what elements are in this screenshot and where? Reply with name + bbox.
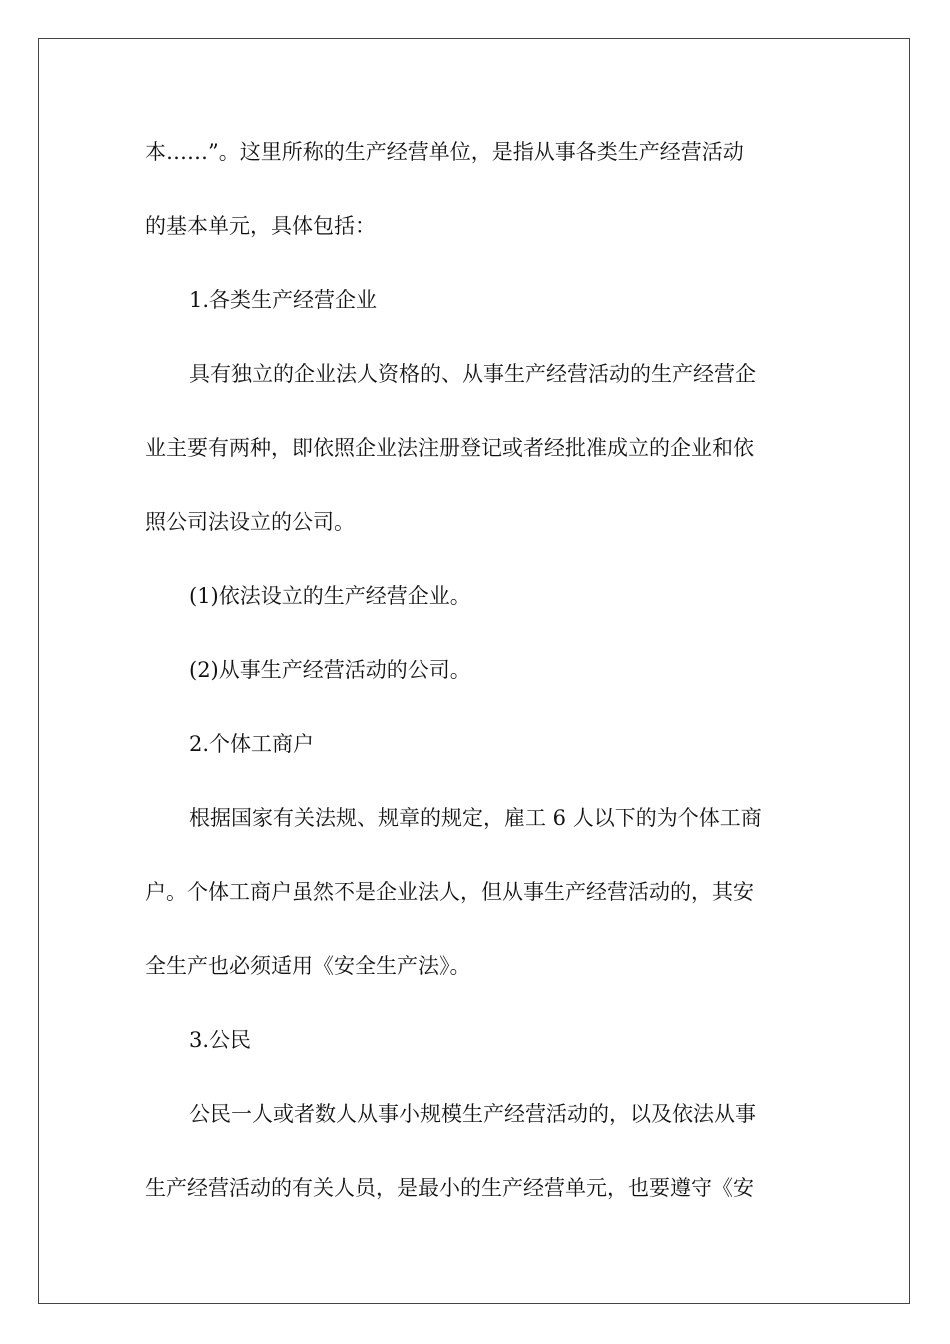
text-line-4: 具有独立的企业法人资格的、从事生产经营活动的生产经营企 [189,362,756,386]
text-line-11: 户。个体工商户虽然不是企业法人，但从事生产经营活动的，其安 [145,880,754,904]
text-line-15: 生产经营活动的有关人员，是最小的生产经营单元，也要遵守《安 [145,1176,754,1200]
text-line-14: 公民一人或者数人从事小规模生产经营活动的，以及依法从事 [189,1102,756,1126]
text-line-5: 业主要有两种，即依照企业法注册登记或者经批准成立的企业和依 [145,436,754,460]
text-line-12: 全生产也必须适用《安全生产法》。 [145,954,471,978]
list-item-2: (2)从事生产经营活动的公司。 [189,658,471,682]
section-heading-2: 2.个体工商户 [189,732,315,756]
section-heading-3: 3.公民 [189,1028,252,1052]
text-line-2: 的基本单元，具体包括： [145,214,376,238]
document-body [145,132,800,1242]
text-line-6: 照公司法设立的公司。 [145,510,355,534]
text-line-10: 根据国家有关法规、规章的规定，雇工 6 人以下的为个体工商 [189,806,762,830]
list-item-1: (1)依法设立的生产经营企业。 [189,584,471,608]
text-line-1: 本……”。这里所称的生产经营单位，是指从事各类生产经营活动 [145,140,744,164]
section-heading-1: 1.各类生产经营企业 [189,288,378,312]
